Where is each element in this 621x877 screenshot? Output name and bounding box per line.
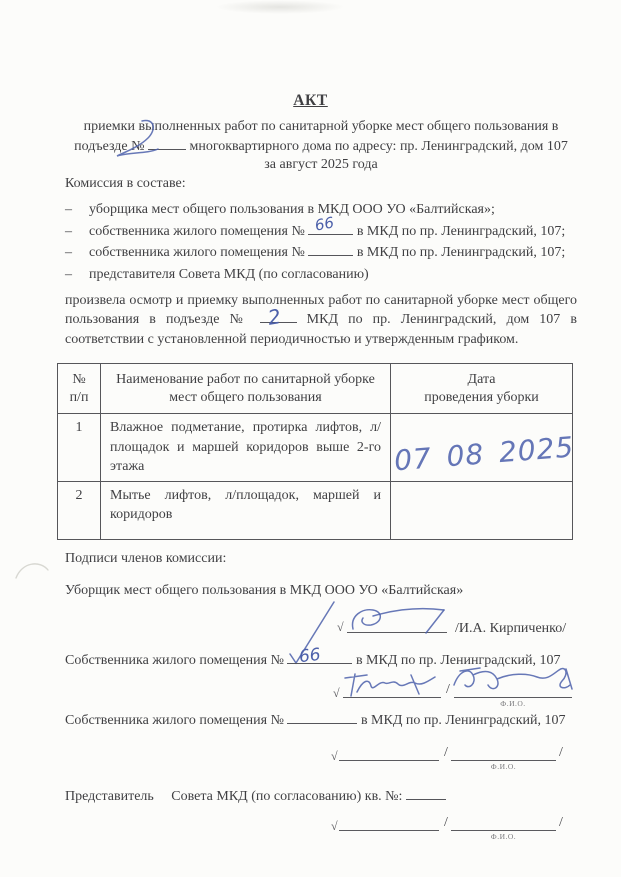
header-number-line2: п/п (69, 389, 89, 405)
signature-line (339, 760, 439, 761)
member-text-before: собственника жилого помещения № (89, 245, 305, 260)
owner2-line (65, 711, 577, 729)
owner2-text-after: в МКД по пр. Ленинградский, 107 (360, 713, 566, 728)
work-description-cell: Влажное подметание, протирка лифтов, л/площадок и маршей коридоров выше 2-го этажа (101, 414, 391, 482)
member-text: представителя Совета МКД (по согласованию) (89, 266, 369, 282)
apartment-number-handwritten: 66 (313, 213, 336, 235)
cleaner-name: /И.А. Кирпиченко/ (455, 621, 567, 636)
pencil-arc-artifact (14, 556, 52, 584)
owner1-number-handwritten: 66 (298, 644, 323, 668)
dash-marker: – (65, 245, 72, 260)
dash-marker: – (65, 202, 72, 217)
acceptance-paragraph (65, 291, 577, 349)
header-date-line2: проведения уборки (424, 389, 539, 405)
table-row (58, 481, 573, 539)
slash-separator: / (446, 682, 450, 697)
header-number (58, 364, 101, 414)
intro-line-1: приемки выполненных работ по санитарной уборке мест общего пользования в (83, 119, 559, 134)
header-number-line1: № (72, 371, 86, 387)
document-title: АКТ (293, 92, 328, 109)
owner1-number-blank (287, 644, 352, 668)
row-number-cell: 1 (58, 414, 101, 482)
header-date-line1: Дата (467, 371, 496, 387)
apartment-number-blank (308, 213, 353, 235)
signature-line (451, 830, 556, 831)
signature-row-owner1 (65, 668, 577, 714)
signatures-heading: Подписи членов комиссии: (65, 551, 227, 566)
owner2-text-before: Собственника жилого помещения № (65, 713, 284, 728)
check-mark: √ (331, 819, 338, 833)
intro-line2-after: многоквартирного дома по адресу: пр. Ленинградский, дом 107 (189, 138, 568, 154)
fio-label: Ф.И.О. (500, 699, 526, 708)
member-text (89, 242, 565, 264)
signature-scribble (341, 670, 441, 698)
representative-word: Представитель (65, 789, 154, 804)
intro-line-3: за август 2025 года (264, 157, 378, 172)
commission-item (65, 242, 577, 264)
dash-marker: – (65, 266, 72, 282)
signature-line (451, 760, 556, 761)
acceptance-text-after: МКД по пр. Ленинградский, дом 107 в соответствии с установленной периодичностью и утвержденным графиком. (65, 312, 578, 347)
header-date (391, 364, 573, 414)
handwritten-cleaning-date: 07 08 2025 (392, 430, 576, 478)
representative-rest: Совета МКД (по согласованию) кв. №: (171, 789, 403, 804)
acceptance-text-before: произвела осмотр и приемку выполненных работ по санитарной уборке мест общего пользования в подъезде № (65, 293, 577, 328)
apartment-number-blank-empty (308, 243, 353, 256)
header-work: Наименование работ по санитарной уборке мест общего пользования (101, 364, 391, 414)
owner1-text-before: Собственника жилого помещения № (65, 653, 284, 668)
signature-line (339, 830, 439, 831)
entrance-number-handwritten-2: 2 (265, 304, 282, 330)
scan-smudge-artifact (215, 0, 345, 14)
check-mark: √ (333, 686, 340, 700)
signature-scribble (450, 663, 578, 699)
kv-number-blank (406, 787, 446, 800)
date-cell (391, 481, 573, 539)
work-description-cell: Мытье лифтов, л/площадок, маршей и коридоров (101, 481, 391, 539)
fio-label: Ф.И.О. (490, 832, 517, 841)
dash-marker: – (65, 223, 72, 239)
commission-item (65, 264, 577, 286)
row-number-cell: 2 (58, 481, 101, 539)
signature-row-owner2 (65, 731, 577, 777)
commission-item (65, 213, 577, 243)
slash-separator: / (444, 815, 448, 830)
trailing-slash: / (559, 815, 563, 830)
signature-scribble (345, 603, 457, 635)
member-text (89, 213, 566, 243)
entrance-number-blank-2 (260, 304, 297, 330)
commission-heading: Комиссия в составе: (65, 176, 186, 191)
member-text-after: в МКД по пр. Ленинградский, 107; (356, 223, 566, 239)
entrance-number-handwriting (112, 117, 162, 161)
member-text-after: в МКД по пр. Ленинградский, 107; (356, 245, 566, 260)
table-header-row (58, 364, 573, 414)
slash-separator: / (444, 745, 448, 760)
fio-label: Ф.И.О. (490, 762, 517, 771)
check-mark: √ (331, 749, 338, 763)
member-text: уборщика мест общего пользования в МКД ООО УО «Балтийская»; (89, 202, 495, 217)
commission-list (65, 199, 577, 285)
cleaner-title-line: Уборщик мест общего пользования в МКД ООО УО «Балтийская» (65, 583, 464, 598)
trailing-slash: / (559, 745, 563, 760)
member-text-before: собственника жилого помещения № (89, 223, 305, 239)
signature-row-representative (65, 800, 577, 846)
check-mark: √ (337, 620, 344, 634)
owner2-number-blank (287, 711, 357, 724)
owner1-text-after: в МКД по пр. Ленинградский, 107 (355, 653, 561, 668)
intro-line2-before: подъезде № (74, 138, 145, 154)
